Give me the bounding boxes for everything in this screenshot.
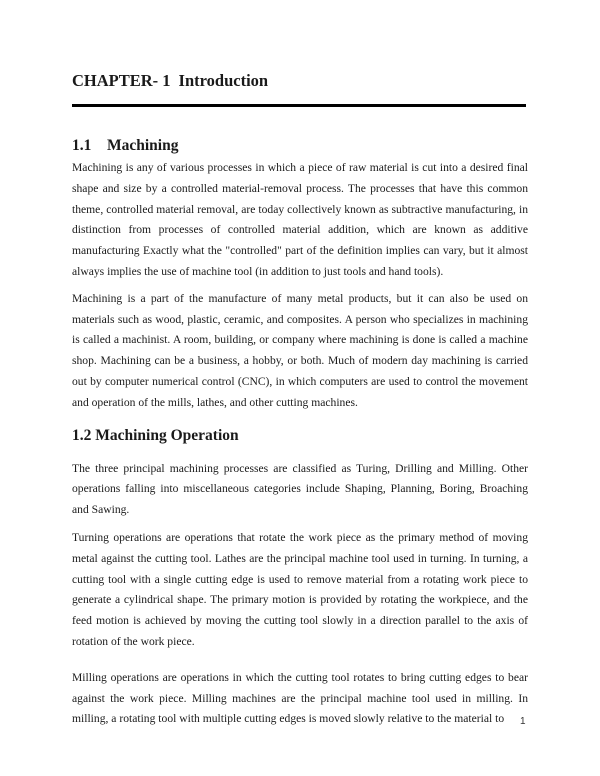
paragraph-turning: Turning operations are operations that rotate the work piece as the primary method of moving metal against the cutting tool. Lathes are the principal machine tool used in turning. In turning, a cutting tool with a single cutting edge is used to remove material from a rotating work piece to generate a cylindrical shape. The primary motion is provided by rotating the workpiece, and the feed motion is achieved by moving the cutting tool slowly in a direction parallel to the axis of rotation of the work piece. (72, 530, 528, 648)
document-body (72, 136, 528, 730)
paragraph-machining-definition: Machining is any of various processes in which a piece of raw material is cut into a desired final shape and size by a controlled material-removal process. The processes that have this common theme, controlled material removal, are today collectively known as subtractive manufacturing, in distinction from processes of controlled material addition, which are known as additive manufacturing Exactly what the "controlled" part of the definition implies can vary, but it almost always implies the use of machine tool (in addition to just tools and hand tools). (72, 161, 528, 278)
section-title: Machining (107, 137, 179, 154)
paragraph-machining-applications: Machining is a part of the manufacture of many metal products, but it can also be used on materials such as wood, plastic, ceramic, and composites. A person who specializes in machining is called a machinist. A room, building, or company where machining is done is called a machine shop. Machining can be a business, a hobby, or both. Much of modern day machining is carried out by computer numerical control (CNC), in which computers are used to control the movement and operation of the mills, lathes, and other cutting machines. (72, 291, 528, 409)
page-number: 1 (520, 716, 526, 727)
paragraph-milling: Milling operations are operations in which the cutting tool rotates to bring cutting edges to bear against the work piece. Milling machines are the principal machine tool used in milling. In milling, a rotating tool with multiple cutting edges is moved slowly relative to the material to (72, 670, 528, 726)
chapter-title: Introduction (178, 71, 269, 90)
section-number: 1.1 (72, 137, 92, 154)
chapter-heading (72, 71, 268, 91)
paragraph-principal-processes: The three principal machining processes are classified as Turing, Drilling and Milling. Other operations falling into miscellaneous categories include Shaping, Planning, Boring, Broaching and Sawing. (72, 461, 528, 517)
chapter-divider (72, 104, 526, 107)
chapter-label: CHAPTER- 1 (72, 71, 171, 90)
section-heading-machining (72, 136, 528, 156)
section-heading-machining-operation: 1.2 Machining Operation (72, 426, 239, 444)
